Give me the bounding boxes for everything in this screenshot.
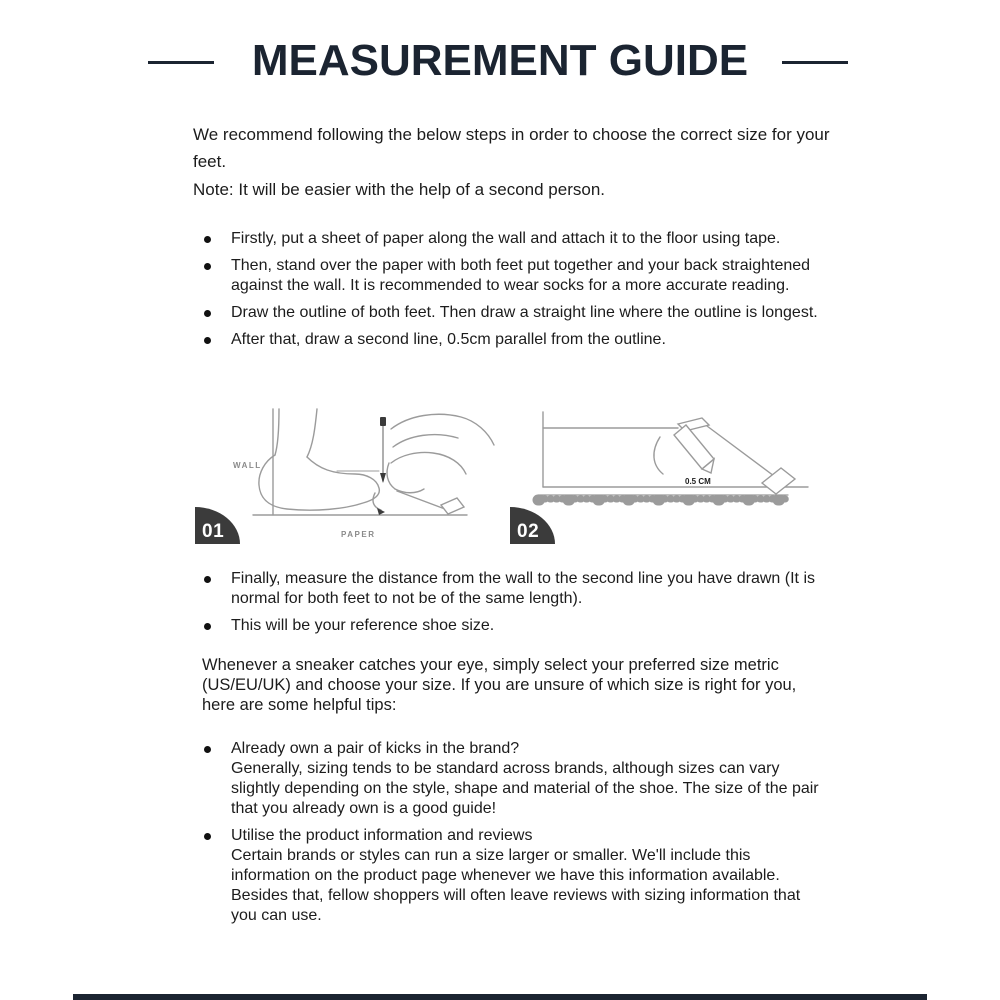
- tip-heading: Utilise the product information and reviews: [231, 827, 533, 844]
- title-rule-right: [782, 61, 848, 64]
- step-item: This will be your reference shoe size.: [195, 616, 823, 636]
- bottom-accent-bar: [73, 994, 927, 1000]
- arrowhead: [377, 508, 385, 515]
- figure-02-number: 02: [517, 521, 540, 542]
- intro-note: Note: It will be easier with the help of a second person.: [193, 180, 606, 199]
- figure-measure-outline: [510, 405, 840, 545]
- page-title: MEASUREMENT GUIDE: [251, 36, 749, 85]
- step-item: Finally, measure the distance from the wall to the second line you have drawn (It is normal for both feet to not be of the same length).: [195, 569, 823, 609]
- paper-label: PAPER: [341, 530, 376, 539]
- tip-heading: Already own a pair of kicks in the brand?: [231, 740, 520, 757]
- tips-list: [195, 739, 823, 933]
- outline-ruler-illustration: [510, 405, 840, 545]
- tip-body: Certain brands or styles can run a size larger or smaller. We'll include this information on the product page whenever we have this information available. Besides that, fellow shoppers will often leave reviews with sizing information that you can use.: [231, 847, 801, 924]
- intro-text: We recommend following the below steps in order to choose the correct size for your feet.: [193, 125, 830, 171]
- tip-item: [195, 739, 823, 819]
- figure-measure-foot: [195, 405, 505, 545]
- wall-label: WALL: [233, 461, 262, 470]
- figure-01-number: 01: [202, 521, 225, 542]
- steps-after-list: [195, 569, 823, 643]
- step-item: Draw the outline of both feet. Then draw a straight line where the outline is longest.: [195, 303, 823, 323]
- step-item: Then, stand over the paper with both feet put together and your back straightened against the wall. It is recommended to wear socks for a more accurate reading.: [195, 256, 823, 296]
- pencil-top-mark: [380, 417, 386, 426]
- steps-list: [195, 229, 823, 357]
- tip-body: Generally, sizing tends to be standard across brands, although sizes can vary slightly depending on the style, shape and material of the shoe. The size of the pair that you already own is a good guide!: [231, 760, 819, 817]
- tips-intro-text: Whenever a sneaker catches your eye, simply select your preferred size metric (US/EU/UK) and choose your size. If you are unsure of which size is right for you, here are some helpful tips:: [202, 656, 797, 714]
- distance-label: 0.5 CM: [685, 477, 711, 486]
- tip-item: [195, 826, 823, 926]
- step-item: Firstly, put a sheet of paper along the wall and attach it to the floor using tape.: [195, 229, 823, 249]
- step-item: After that, draw a second line, 0.5cm parallel from the outline.: [195, 330, 823, 350]
- foot-measure-illustration: [195, 405, 505, 545]
- pencil-tip-mark: [380, 473, 386, 483]
